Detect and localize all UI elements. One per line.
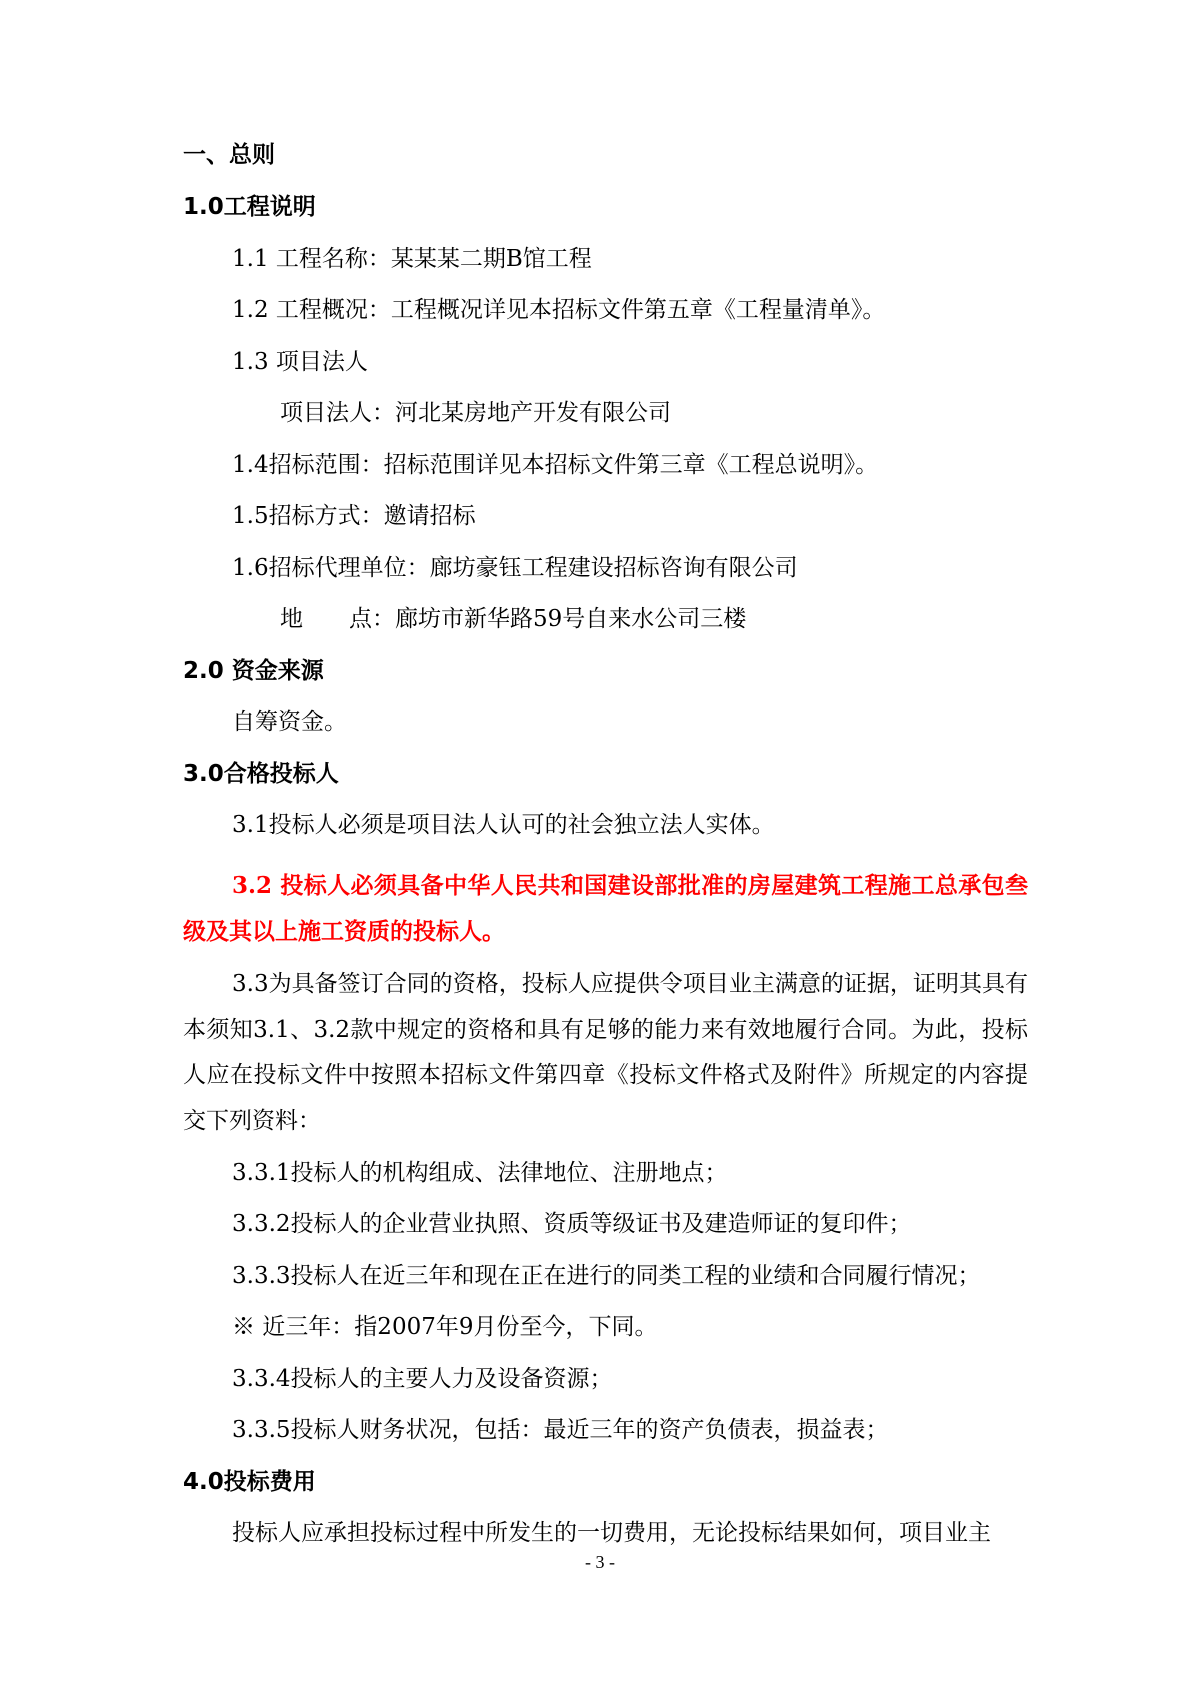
item-1-3: 1.3 项目法人: [232, 349, 368, 375]
item-3-3-3: 3.3.3投标人在近三年和现在正在进行的同类工程的业绩和合同履行情况；: [232, 1263, 981, 1289]
heading-3-0: 3.0合格投标人: [183, 761, 339, 787]
item-1-1: 1.1 工程名称：某某某二期B馆工程: [232, 246, 592, 272]
item-3-3-2: 3.3.2投标人的企业营业执照、资质等级证书及建造师证的复印件；: [232, 1211, 912, 1237]
item-1-6-address: 地 点：廊坊市新华路59号自来水公司三楼: [280, 606, 747, 632]
funding-text: 自筹资金。: [232, 709, 347, 735]
section-title: 一、总则: [183, 142, 275, 168]
heading-1-0: 1.0工程说明: [183, 194, 316, 220]
item-1-6: 1.6招标代理单位：廊坊豪钰工程建设招标咨询有限公司: [232, 555, 798, 581]
item-1-2: 1.2 工程概况：工程概况详见本招标文件第五章《工程量清单》。: [232, 297, 886, 323]
heading-4-0: 4.0投标费用: [183, 1469, 316, 1495]
item-3-3-4: 3.3.4投标人的主要人力及设备资源；: [232, 1366, 613, 1392]
item-1-3-detail: 项目法人：河北某房地产开发有限公司: [280, 400, 671, 426]
page-number: - 3 -: [585, 1552, 615, 1572]
item-1-4: 1.4招标范围：招标范围详见本招标文件第三章《工程总说明》。: [232, 452, 879, 478]
item-3-3-1: 3.3.1投标人的机构组成、法律地位、注册地点；: [232, 1160, 728, 1186]
heading-2-0: 2.0 资金来源: [183, 658, 324, 684]
item-3-2-highlighted: 3.2 投标人必须具备中华人民共和国建设部批准的房屋建筑工程施工总承包叁级及其以上施工资质的投标人。: [183, 872, 1028, 945]
bid-cost-text: 投标人应承担投标过程中所发生的一切费用，无论投标结果如何，项目业主: [232, 1520, 991, 1546]
item-3-3: 3.3为具备签订合同的资格，投标人应提供令项目业主满意的证据，证明其具有本须知3.1、3.2款中规定的资格和具有足够的能力来有效地履行合同。为此，投标人应在投标文件中按照本招标文件第四章《投标文件格式及附件》所规定的内容提交下列资料：: [183, 971, 1028, 1134]
note-recent-three-years: ※ 近三年：指2007年9月份至今，下同。: [232, 1314, 658, 1340]
item-1-5: 1.5招标方式：邀请招标: [232, 503, 476, 529]
item-3-3-5: 3.3.5投标人财务状况，包括：最近三年的资产负债表，损益表；: [232, 1417, 889, 1443]
item-3-1: 3.1投标人必须是项目法人认可的社会独立法人实体。: [232, 812, 775, 838]
